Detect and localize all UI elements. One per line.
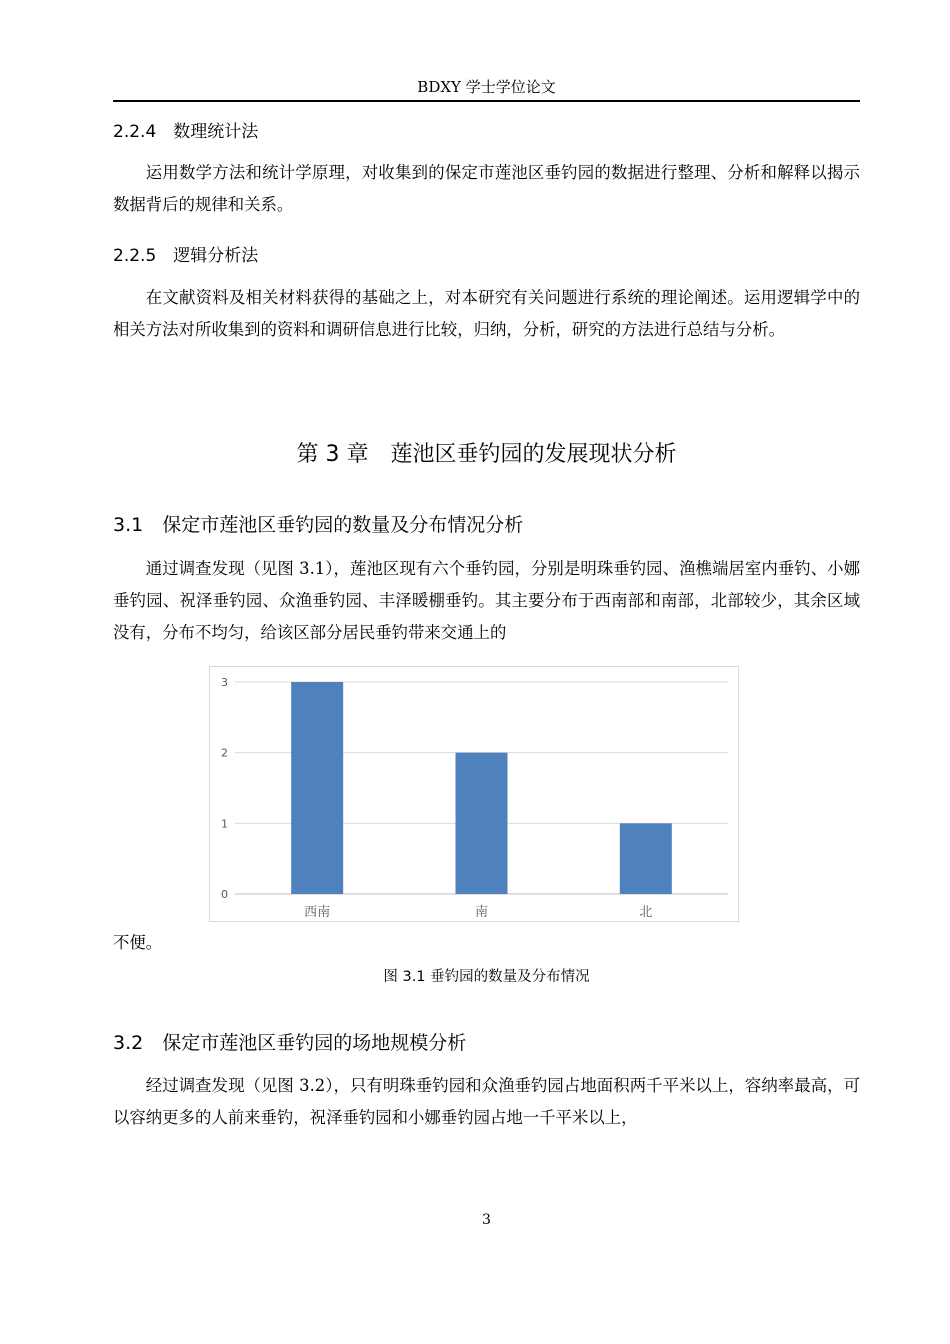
y-tick-label: 3 — [221, 676, 228, 689]
y-tick-label: 0 — [221, 888, 228, 901]
section-2-2-5-body: 在文献资料及相关材料获得的基础之上，对本研究有关问题进行系统的理论阐述。运用逻辑学中的相关方法对所收集到的资料和调研信息进行比较，归纳，分析，研究的方法进行总结与分析。 — [113, 288, 860, 339]
section-heading-2-2-5: 2.2.5 逻辑分析法 — [113, 246, 259, 266]
bar — [620, 823, 672, 894]
y-tick-label: 1 — [221, 817, 228, 831]
section-heading-3-1: 3.1 保定市莲池区垂钓园的数量及分布情况分析 — [113, 514, 524, 536]
section-3-2-body: 经过调查发现（见图 3.2），只有明珠垂钓园和众渔垂钓园占地面积两千平米以上，容纳率最高，可以容纳更多的人前来垂钓，祝泽垂钓园和小娜垂钓园占地一千平米以上， — [113, 1076, 860, 1127]
figure-caption: 图 3.1 垂钓园的数量及分布情况 — [383, 969, 590, 985]
chapter-title: 第 3 章 莲池区垂钓园的发展现状分析 — [296, 442, 677, 467]
section-3-1-body: 通过调查发现（见图 3.1），莲池区现有六个垂钓园，分别是明珠垂钓园、渔樵端居室内垂钓、小娜垂钓园、祝泽垂钓园、众渔垂钓园、丰泽暖棚垂钓。其主要分布于西南部和南部，北部较少，其余区域没有，分布不均匀，给该区部分居民垂钓带来交通上的 — [113, 559, 860, 642]
page-number: 3 — [482, 1212, 491, 1228]
x-tick-label: 南 — [474, 905, 489, 920]
section-heading-3-2: 3.2 保定市莲池区垂钓园的场地规模分析 — [113, 1032, 467, 1054]
x-tick-label: 北 — [639, 905, 653, 920]
bar — [291, 682, 343, 894]
section-3-1-body-tail: 不便。 — [113, 933, 163, 952]
page-header: BDXY 学士学位论文 — [113, 76, 860, 102]
x-tick-label: 西南 — [304, 905, 331, 920]
chart-svg — [210, 667, 738, 921]
section-heading-2-2-4: 2.2.4 数理统计法 — [113, 122, 259, 142]
bar — [456, 753, 508, 894]
y-tick-label: 2 — [221, 746, 228, 760]
section-2-2-4-body: 运用数学方法和统计学原理，对收集到的保定市莲池区垂钓园的数据进行整理、分析和解释以揭示数据背后的规律和关系。 — [113, 163, 860, 214]
bar-chart — [209, 666, 739, 922]
